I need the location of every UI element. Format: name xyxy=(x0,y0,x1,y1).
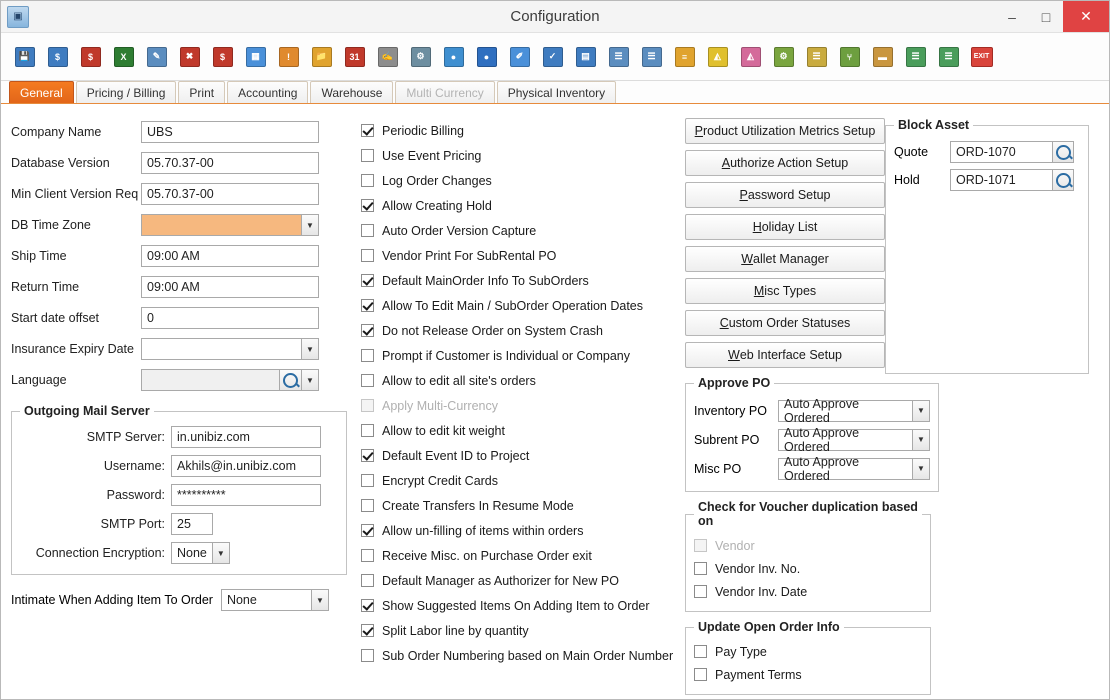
checkbox-label: Allow un-filling of items within orders xyxy=(382,523,584,538)
product-utilization-metrics-setup-button[interactable]: P roduct Utilization Metrics Setup xyxy=(685,118,885,144)
voucher-duplication-group xyxy=(685,500,931,612)
toolbar-export-excel-button[interactable] xyxy=(108,41,139,72)
toolbar-document-button[interactable] xyxy=(603,41,634,72)
toolbar-stack-yellow-button[interactable] xyxy=(669,41,700,72)
app-icon: ▣ xyxy=(7,6,29,28)
chevron-down-icon[interactable]: ▼ xyxy=(912,400,930,422)
gear-config-icon: ⚙ xyxy=(774,47,794,67)
option-row[interactable] xyxy=(361,368,681,393)
signature-icon: ✍ xyxy=(378,47,398,67)
checkbox-apply-multi-currency xyxy=(361,399,374,412)
toolbar-save-red-button[interactable] xyxy=(75,41,106,72)
currency-red-icon: $ xyxy=(213,47,233,67)
notes-icon: ☰ xyxy=(807,47,827,67)
search-icon[interactable] xyxy=(1052,169,1074,191)
toolbar-blue-ball-button[interactable] xyxy=(471,41,502,72)
return-time-input[interactable]: 09:00 AM xyxy=(141,276,319,298)
checkbox-label: Vendor Inv. No. xyxy=(715,561,801,576)
tree-green-icon: ⑂ xyxy=(840,47,860,67)
document-icon: ☰ xyxy=(609,47,629,67)
checkbox-allow-to-edit-main-suborder-operation-dates[interactable] xyxy=(361,299,374,312)
toolbar-settings-gear-button[interactable] xyxy=(405,41,436,72)
checkbox-label: Default Event ID to Project xyxy=(382,448,530,463)
checkbox-allow-un-filling-of-items-within-orders[interactable] xyxy=(361,524,374,537)
checkbox-auto-order-version-capture[interactable] xyxy=(361,224,374,237)
toolbar-alert-list-button[interactable] xyxy=(273,41,304,72)
toolbar-save-button[interactable] xyxy=(9,41,40,72)
approve-check-icon: ✓ xyxy=(543,47,563,67)
connection-encryption-combo[interactable] xyxy=(171,542,229,564)
checkbox-encrypt-credit-cards[interactable] xyxy=(361,474,374,487)
field-label: Insurance Expiry Date xyxy=(11,342,134,356)
intimate-row xyxy=(11,589,361,611)
checkbox-label: Payment Terms xyxy=(715,667,802,682)
update-open-order-items xyxy=(694,640,922,686)
close-button[interactable]: ✕ xyxy=(1063,1,1109,32)
field-row xyxy=(11,242,361,270)
wallet-manager-button[interactable]: W allet Manager xyxy=(685,246,885,272)
voucher-duplication-items xyxy=(694,534,922,603)
toolbar-signature-button[interactable] xyxy=(372,41,403,72)
checkbox-default-event-id-to-project[interactable] xyxy=(361,449,374,462)
outgoing-mail-server-group xyxy=(11,404,347,575)
option-row[interactable] xyxy=(361,268,681,293)
option-row[interactable] xyxy=(361,143,681,168)
option-row[interactable] xyxy=(361,218,681,243)
field-row xyxy=(11,149,361,177)
checkbox-label: Periodic Billing xyxy=(382,123,464,138)
checkbox-label: Log Order Changes xyxy=(382,173,492,188)
block-asset-label: Hold xyxy=(894,173,920,187)
checkbox-label: Split Labor line by quantity xyxy=(382,623,529,638)
toolbar-calendar-31-button[interactable] xyxy=(339,41,370,72)
smtp-port-input[interactable]: 25 xyxy=(171,513,213,535)
toolbar-document-search-button[interactable] xyxy=(636,41,667,72)
approve-po-row xyxy=(694,454,930,483)
right-column xyxy=(681,114,1099,699)
outgoing-mail-server-legend: Outgoing Mail Server xyxy=(24,404,150,418)
toolbar-currency-red-button[interactable] xyxy=(207,41,238,72)
update-open-order-legend: Update Open Order Info xyxy=(698,620,840,634)
checkbox-do-not-release-order-on-system-crash[interactable] xyxy=(361,324,374,337)
left-field-list xyxy=(11,118,361,394)
field-row xyxy=(11,118,361,146)
window-title: Configuration xyxy=(510,8,600,25)
option-row[interactable] xyxy=(361,343,681,368)
language-value[interactable] xyxy=(141,369,279,391)
option-row[interactable] xyxy=(361,618,681,643)
checkbox-payment-terms[interactable] xyxy=(694,668,707,681)
save-money-icon: $ xyxy=(48,47,68,67)
color-palette-icon: ● xyxy=(444,47,464,67)
checkbox-allow-to-edit-all-site-s-orders[interactable] xyxy=(361,374,374,387)
tab-physical-inventory[interactable]: Physical Inventory xyxy=(497,81,616,103)
checkbox-label: Auto Order Version Capture xyxy=(382,223,537,238)
tab-print[interactable]: Print xyxy=(178,81,225,103)
field-row xyxy=(11,211,361,239)
toolbar-report-button[interactable] xyxy=(900,41,931,72)
search-icon[interactable] xyxy=(279,369,301,391)
option-row[interactable] xyxy=(361,318,681,343)
checkbox-periodic-billing[interactable] xyxy=(361,124,374,137)
checkbox-receive-misc-on-purchase-order-exit[interactable] xyxy=(361,549,374,562)
toolbar-paint-tool-button[interactable] xyxy=(504,41,535,72)
toolbar-tag-yellow-button[interactable] xyxy=(702,41,733,72)
min-client-version-req-input[interactable]: 05.70.37-00 xyxy=(141,183,319,205)
approve-po-rows xyxy=(694,396,930,483)
field-label: Database Version xyxy=(11,156,110,170)
checkbox-use-event-pricing[interactable] xyxy=(361,149,374,162)
option-row[interactable] xyxy=(361,468,681,493)
toolbar-briefcase-button[interactable] xyxy=(867,41,898,72)
block-asset-rows xyxy=(894,138,1080,194)
option-row[interactable] xyxy=(361,293,681,318)
password-input[interactable]: ********** xyxy=(171,484,321,506)
save-icon: 💾 xyxy=(15,47,35,67)
tab-warehouse[interactable]: Warehouse xyxy=(310,81,393,103)
toolbar-grid-view-button[interactable] xyxy=(240,41,271,72)
checkbox-label: Vendor Inv. Date xyxy=(715,584,808,599)
option-row xyxy=(361,393,681,418)
checkbox-label: Vendor xyxy=(715,538,755,553)
misc-po-value[interactable]: Auto Approve Ordered xyxy=(778,458,912,480)
option-row[interactable] xyxy=(361,518,681,543)
inventory-po-combo[interactable] xyxy=(778,396,930,425)
ship-time-input[interactable]: 09:00 AM xyxy=(141,245,319,267)
field-label: Password: xyxy=(106,488,165,502)
block-asset-row xyxy=(894,138,1080,166)
setup-buttons xyxy=(685,118,885,374)
option-row[interactable] xyxy=(361,193,681,218)
misc-types-button[interactable]: M isc Types xyxy=(685,278,885,304)
approve-po-row xyxy=(694,425,930,454)
toolbar-tag-pink-button[interactable] xyxy=(735,41,766,72)
checkbox-allow-creating-hold[interactable] xyxy=(361,199,374,212)
save-red-icon: $ xyxy=(81,47,101,67)
tab-general[interactable]: General xyxy=(9,81,74,103)
voucher-duplication-legend: Check for Voucher duplication based on xyxy=(698,500,918,528)
checkbox-vendor xyxy=(694,539,707,552)
toolbar-exit-button[interactable] xyxy=(966,41,997,72)
option-row[interactable] xyxy=(361,493,681,518)
search-icon[interactable] xyxy=(1052,141,1074,163)
alert-list-icon: ! xyxy=(279,47,299,67)
subrent-po-value[interactable]: Auto Approve Ordered xyxy=(778,429,912,451)
option-row xyxy=(694,534,922,557)
checkbox-label: Allow to edit kit weight xyxy=(382,423,505,438)
field-label: Company Name xyxy=(11,125,102,139)
field-row xyxy=(20,511,338,537)
option-row[interactable] xyxy=(361,418,681,443)
tag-yellow-icon: ◭ xyxy=(708,47,728,67)
field-label: Username: xyxy=(103,459,165,473)
checkbox-vendor-inv-no[interactable] xyxy=(694,562,707,575)
checkbox-label: Default MainOrder Info To SubOrders xyxy=(382,273,589,288)
main-toolbar xyxy=(1,33,1109,81)
option-row[interactable] xyxy=(694,580,922,603)
toolbar-color-palette-button[interactable] xyxy=(438,41,469,72)
subrent-po-combo[interactable] xyxy=(778,425,930,454)
minimize-button[interactable]: – xyxy=(1008,8,1016,25)
db-time-zone-value[interactable] xyxy=(141,214,301,236)
database-version-input[interactable]: 05.70.37-00 xyxy=(141,152,319,174)
toolbar-edit-note-button[interactable] xyxy=(141,41,172,72)
maximize-button[interactable]: □ xyxy=(1041,8,1051,25)
option-row[interactable] xyxy=(694,663,922,686)
field-row xyxy=(11,335,361,363)
update-open-order-group xyxy=(685,620,931,695)
approve-po-label: Inventory PO xyxy=(694,403,767,418)
field-label: DB Time Zone xyxy=(11,218,91,232)
language-combo[interactable] xyxy=(141,369,319,391)
connection-encryption-value[interactable]: None xyxy=(171,542,212,564)
option-row[interactable] xyxy=(361,568,681,593)
mail-field-list xyxy=(20,424,338,537)
blue-card-icon: ▤ xyxy=(576,47,596,67)
option-row[interactable] xyxy=(361,593,681,618)
db-time-zone-combo[interactable] xyxy=(141,214,319,236)
options-checkbox-list xyxy=(361,114,681,699)
block-asset-group xyxy=(885,118,1089,374)
option-row[interactable] xyxy=(361,643,681,668)
approve-po-legend: Approve PO xyxy=(698,376,771,390)
block-asset-hold-value[interactable]: ORD-1071 xyxy=(950,169,1052,191)
block-asset-quote-value[interactable]: ORD-1070 xyxy=(950,141,1052,163)
checkbox-label: Create Transfers In Resume Mode xyxy=(382,498,574,513)
option-row[interactable] xyxy=(694,557,922,580)
field-row xyxy=(20,482,338,508)
chevron-down-icon[interactable]: ▼ xyxy=(301,214,319,236)
field-row xyxy=(20,424,338,450)
block-asset-label: Quote xyxy=(894,145,929,159)
checkbox-label: Receive Misc. on Purchase Order exit xyxy=(382,548,592,563)
checkbox-create-transfers-in-resume-mode[interactable] xyxy=(361,499,374,512)
report-icon: ☰ xyxy=(906,47,926,67)
field-label: Language xyxy=(11,373,67,387)
holiday-list-button[interactable]: H oliday List xyxy=(685,214,885,240)
custom-order-statuses-button[interactable]: C ustom Order Statuses xyxy=(685,310,885,336)
web-interface-setup-button[interactable]: W eb Interface Setup xyxy=(685,342,885,368)
checkbox-label: Default Manager as Authorizer for New PO xyxy=(382,573,619,588)
toolbar-delete-record-button[interactable] xyxy=(174,41,205,72)
block-asset-quote-field[interactable] xyxy=(950,141,1074,163)
checkbox-sub-order-numbering-based-on-main-order-number[interactable] xyxy=(361,649,374,662)
option-row[interactable] xyxy=(361,543,681,568)
insurance-expiry-date-combo[interactable] xyxy=(141,338,319,360)
connection-encryption-label: Connection Encryption: xyxy=(35,546,165,560)
checkbox-label: Allow To Edit Main / SubOrder Operation Dates xyxy=(382,298,644,313)
tab-pricing-billing[interactable]: Pricing / Billing xyxy=(76,81,177,103)
toolbar-save-money-button[interactable] xyxy=(42,41,73,72)
checkbox-label: Do not Release Order on System Crash xyxy=(382,323,603,338)
option-row[interactable] xyxy=(361,118,681,143)
intimate-combo[interactable] xyxy=(221,589,329,611)
insurance-expiry-date-value[interactable] xyxy=(141,338,301,360)
calendar-31-icon: 31 xyxy=(345,47,365,67)
checkbox-label: Prompt if Customer is Individual or Company xyxy=(382,348,631,363)
checkbox-label: Apply Multi-Currency xyxy=(382,398,499,413)
approve-po-label: Subrent PO xyxy=(694,432,760,447)
approve-po-label: Misc PO xyxy=(694,461,742,476)
block-asset-row xyxy=(894,166,1080,194)
report-export-icon: ☰ xyxy=(939,47,959,67)
company-name-input[interactable]: UBS xyxy=(141,121,319,143)
field-row xyxy=(11,304,361,332)
open-folder-icon: 📁 xyxy=(312,47,332,67)
smtp-server-input[interactable]: in.unibiz.com xyxy=(171,426,321,448)
blue-ball-icon: ● xyxy=(477,47,497,67)
field-label: Return Time xyxy=(11,280,80,294)
option-row[interactable] xyxy=(361,443,681,468)
option-row[interactable] xyxy=(694,640,922,663)
field-label: Min Client Version Req xyxy=(11,187,139,201)
exit-icon: EXIT xyxy=(971,47,993,67)
checkbox-vendor-print-for-subrental-po[interactable] xyxy=(361,249,374,262)
option-row[interactable] xyxy=(361,243,681,268)
block-asset-legend: Block Asset xyxy=(898,118,970,132)
field-label: SMTP Port: xyxy=(100,517,165,531)
chevron-down-icon[interactable]: ▼ xyxy=(301,369,319,391)
chevron-down-icon[interactable]: ▼ xyxy=(301,338,319,360)
document-search-icon: ☰ xyxy=(642,47,662,67)
intimate-value[interactable]: None xyxy=(221,589,311,611)
checkbox-allow-to-edit-kit-weight[interactable] xyxy=(361,424,374,437)
block-asset-hold-field[interactable] xyxy=(950,169,1074,191)
tab-accounting[interactable]: Accounting xyxy=(227,81,308,103)
paint-tool-icon: ✐ xyxy=(510,47,530,67)
username-input[interactable]: Akhils@in.unibiz.com xyxy=(171,455,321,477)
checkbox-label: Pay Type xyxy=(715,644,767,659)
checkbox-default-mainorder-info-to-suborders[interactable] xyxy=(361,274,374,287)
delete-record-icon: ✖ xyxy=(180,47,200,67)
approve-po-group xyxy=(685,376,939,492)
toolbar-approve-check-button[interactable] xyxy=(537,41,568,72)
settings-gear-icon: ⚙ xyxy=(411,47,431,67)
stack-yellow-icon: ≡ xyxy=(675,47,695,67)
misc-po-combo[interactable] xyxy=(778,454,930,483)
approve-po-row xyxy=(694,396,930,425)
option-row[interactable] xyxy=(361,168,681,193)
field-row xyxy=(11,366,361,394)
toolbar-notes-button[interactable] xyxy=(801,41,832,72)
field-label: Start date offset xyxy=(11,311,100,325)
inventory-po-value[interactable]: Auto Approve Ordered xyxy=(778,400,912,422)
field-row xyxy=(11,273,361,301)
title-bar xyxy=(1,1,1109,33)
toolbar-report-export-button[interactable] xyxy=(933,41,964,72)
general-tab-panel xyxy=(1,104,1109,699)
tab-strip xyxy=(1,81,1109,104)
checkbox-pay-type[interactable] xyxy=(694,645,707,658)
toolbar-blue-card-button[interactable] xyxy=(570,41,601,72)
grid-view-icon: ▦ xyxy=(246,47,266,67)
chevron-down-icon[interactable]: ▼ xyxy=(311,589,329,611)
field-row xyxy=(11,180,361,208)
toolbar-tree-green-button[interactable] xyxy=(834,41,865,72)
checkbox-log-order-changes[interactable] xyxy=(361,174,374,187)
checkbox-label: Allow to edit all site's orders xyxy=(382,373,536,388)
password-setup-button[interactable]: P assword Setup xyxy=(685,182,885,208)
checkbox-prompt-if-customer-is-individual-or-company[interactable] xyxy=(361,349,374,362)
chevron-down-icon[interactable]: ▼ xyxy=(912,458,930,480)
field-label: Ship Time xyxy=(11,249,67,263)
checkbox-show-suggested-items-on-adding-item-to-order[interactable] xyxy=(361,599,374,612)
field-label: SMTP Server: xyxy=(86,430,165,444)
export-excel-icon: X xyxy=(114,47,134,67)
checkbox-label: Sub Order Numbering based on Main Order Number xyxy=(382,648,674,663)
tab-multi-currency: Multi Currency xyxy=(395,81,494,103)
checkbox-label: Vendor Print For SubRental PO xyxy=(382,248,557,263)
tag-pink-icon: ◭ xyxy=(741,47,761,67)
checkbox-label: Show Suggested Items On Adding Item to Order xyxy=(382,598,650,613)
checkbox-vendor-inv-date[interactable] xyxy=(694,585,707,598)
checkbox-label: Use Event Pricing xyxy=(382,148,482,163)
left-column xyxy=(11,114,361,699)
checkbox-default-manager-as-authorizer-for-new-po[interactable] xyxy=(361,574,374,587)
edit-note-icon: ✎ xyxy=(147,47,167,67)
checkbox-split-labor-line-by-quantity[interactable] xyxy=(361,624,374,637)
toolbar-gear-config-button[interactable] xyxy=(768,41,799,72)
toolbar-open-folder-button[interactable] xyxy=(306,41,337,72)
briefcase-icon: ▬ xyxy=(873,47,893,67)
field-row xyxy=(20,453,338,479)
checkbox-label: Allow Creating Hold xyxy=(382,198,492,213)
chevron-down-icon[interactable]: ▼ xyxy=(912,429,930,451)
checkbox-label: Encrypt Credit Cards xyxy=(382,473,499,488)
start-date-offset-input[interactable]: 0 xyxy=(141,307,319,329)
authorize-action-setup-button[interactable]: A uthorize Action Setup xyxy=(685,150,885,176)
chevron-down-icon[interactable]: ▼ xyxy=(212,542,230,564)
intimate-label: Intimate When Adding Item To Order xyxy=(11,593,213,607)
